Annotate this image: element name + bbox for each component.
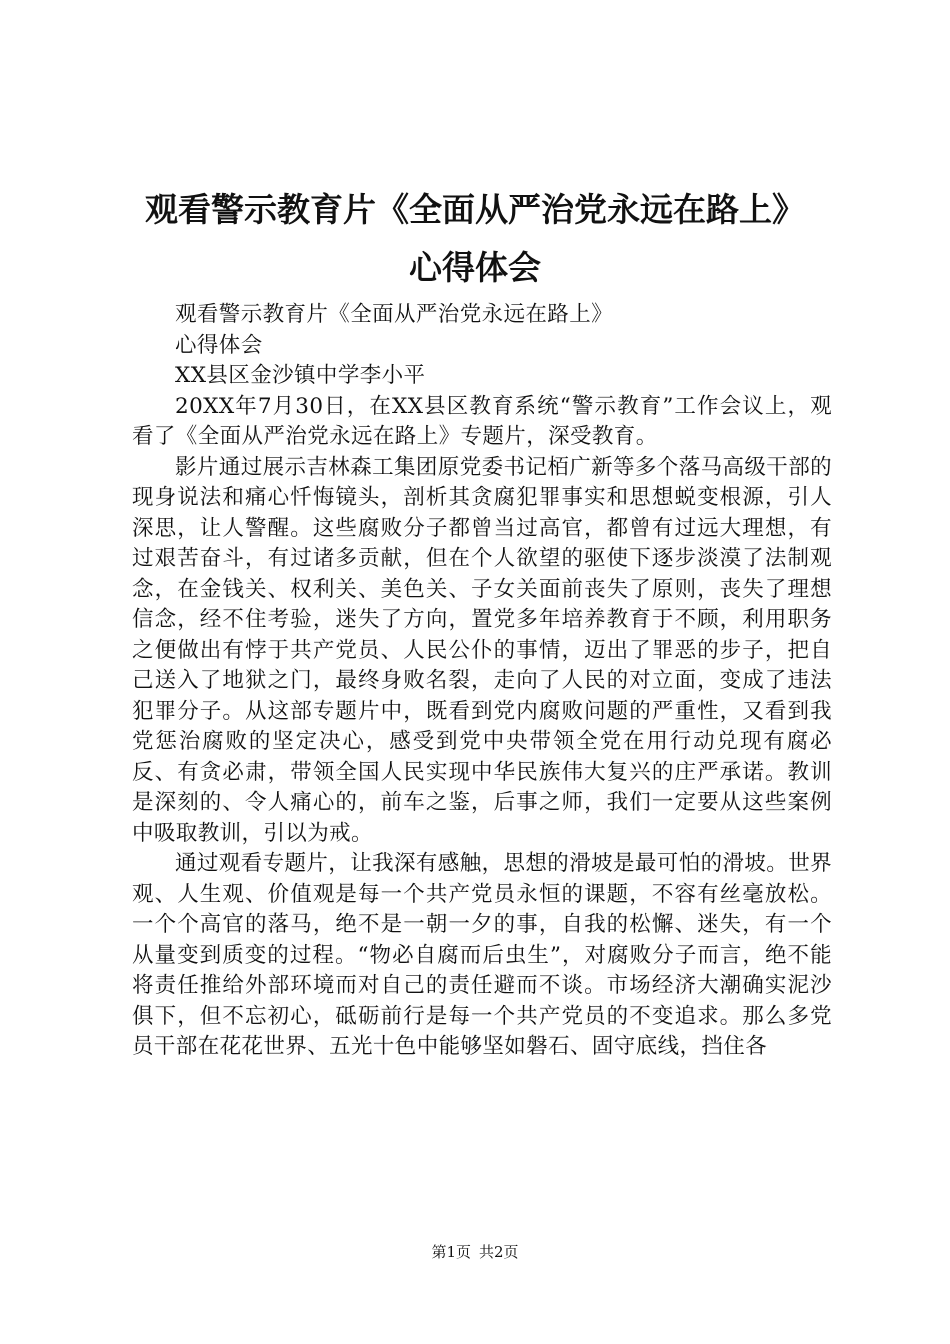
document-body	[132, 300, 832, 1063]
document-title-line2: 心得体会	[409, 248, 541, 287]
author-line: XX县区金沙镇中学李小平	[175, 363, 426, 388]
paragraph-2: 影片通过展示吉林森工集团原党委书记栢广新等多个落马高级干部的现身说法和痛心忏悔镜头，剖析其贪腐犯罪事实和思想蜕变根源，引人深思，让人警醒。这些腐败分子都曾当过高官，都曾有过远大理想，有过艰苦奋斗，有过诸多贡献，但在个人欲望的驱使下逐步淡漠了法制观念，在金钱关、权利关、美色关、子女关面前丧失了原则，丧失了理想信念，经不住考验，迷失了方向，置党多年培养教育于不顾，利用职务之便做出有悖于共产党员、人民公仆的事情，迈出了罪恶的步子，把自己送入了地狱之门，最终身败名裂，走向了人民的对立面，变成了违法犯罪分子。从这部专题片中，既看到党内腐败问题的严重性，又看到我党惩治腐败的坚定决心，感受到党中央带领全党在用行动兑现有腐必反、有贪必肃，带领全国人民实现中华民族伟大复兴的庄严承诺。教训是深刻的、令人痛心的，前车之鉴，后事之师，我们一定要从这些案例中吸取教训，引以为戒。	[132, 454, 833, 846]
paragraph-1: 20XX年7月30日，在XX县区教育系统“警示教育”工作会议上，观看了《全面从严治党永远在路上》专题片，深受教育。	[132, 393, 832, 449]
subtitle-line1: 观看警示教育片《全面从严治党永远在路上》	[175, 302, 614, 327]
page-footer	[0, 1243, 950, 1261]
page-number: 第1页	[431, 1243, 471, 1261]
page-total: 共2页	[479, 1243, 519, 1261]
document-title-line1: 观看警示教育片《全面从严治党永远在路上》	[145, 190, 805, 229]
subtitle-line2: 心得体会	[175, 332, 263, 358]
paragraph-3: 通过观看专题片，让我深有感触，思想的滑坡是最可怕的滑坡。世界观、人生观、价值观是每一个共产党员永恒的课题，不容有丝毫放松。一个个高官的落马，绝不是一朝一夕的事，自我的松懈、迷失，有一个从量变到质变的过程。“物必自腐而后虫生”，对腐败分子而言，绝不能将责任推给外部环境而对自己的责任避而不谈。市场经济大潮确实泥沙俱下，但不忘初心，砥砺前行是每一个共产党员的不变追求。那么多党员干部在花花世界、五光十色中能够坚如磐石、固守底线，挡住各	[132, 851, 833, 1059]
